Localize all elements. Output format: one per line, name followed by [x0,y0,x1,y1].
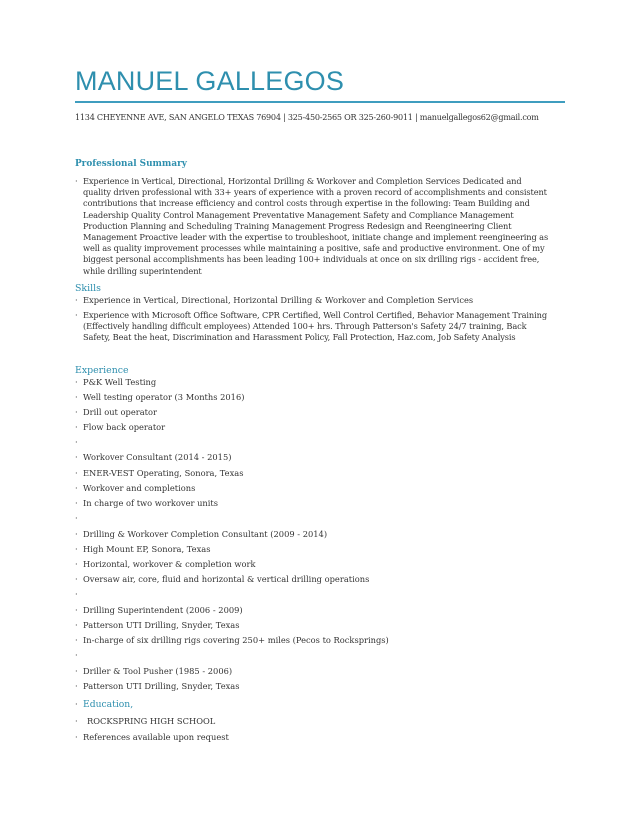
bullet-dot: · [75,377,78,387]
experience-text: In-charge of six drilling rigs covering 250+ miles (Pecos to Rocksprings) [83,635,389,645]
bullet-dot: · [75,422,78,432]
bullet-dot: · [75,295,78,305]
bullet-dot: · [75,605,78,615]
experience-item [75,498,218,509]
experience-text: ENER-VEST Operating, Sonora, Texas [83,468,244,478]
school-name: ROCKSPRING HIGH SCHOOL [87,716,216,726]
applicant-name: MANUEL GALLEGOS [75,66,345,96]
experience-text: Drilling & Workover Completion Consultant (2009 - 2014) [83,529,328,539]
experience-text: Workover Consultant (2014 - 2015) [83,452,232,462]
education-heading: Education, [83,699,134,710]
bullet-dot: · [75,559,78,569]
experience-text: Horizontal, workover & completion work [83,559,256,569]
skill-item [75,310,551,344]
experience-item [75,574,369,585]
header-divider [75,101,565,103]
references-text: References available upon request [83,732,229,742]
bullet-dot: · [75,699,78,709]
education-item [75,716,215,727]
experience-item [75,666,232,677]
bullet-dot: · [75,650,78,660]
experience-text: Oversaw air, core, fluid and horizontal & vertical drilling operations [83,574,370,584]
experience-text: Well testing operator (3 Months 2016) [83,392,245,402]
bullet-dot: · [75,681,78,691]
bullet-dot: · [75,310,78,320]
experience-item [75,468,243,479]
bullet-dot: · [75,513,78,523]
education-heading-item [75,699,133,710]
skill-text: Experience with Microsoft Office Software, CPR Certified, Well Control Certified, Behavior Management Training (Effectively handling difficult employees) Attended 100+ hrs. Through Patterson's Safety 24/7 training, Back Safety, Beat the heat, Discrimination and Harassment Policy, Fall Protection, Haz.com, Job Safety Analysis [83,310,548,343]
experience-text: Drilling Superintendent (2006 - 2009) [83,605,243,615]
experience-text: Driller & Tool Pusher (1985 - 2006) [83,666,233,676]
experience-item [75,407,157,418]
experience-text: Patterson UTI Drilling, Snyder, Texas [83,681,240,691]
bullet-dot: · [75,437,78,447]
bullet-dot: · [75,176,78,186]
bullet-dot: · [75,468,78,478]
experience-text: High Mount EP, Sonora, Texas [83,544,211,554]
skills-heading: Skills [75,283,101,294]
bullet-dot: · [75,620,78,630]
bullet-dot: · [75,452,78,462]
bullet-dot: · [75,732,78,742]
experience-text: Drill out operator [83,407,157,417]
bullet-dot: · [75,716,78,726]
bullet-dot: · [75,392,78,402]
experience-item [75,544,210,555]
experience-item [75,483,195,494]
experience-text: P&K Well Testing [83,377,157,387]
experience-item [75,377,156,388]
experience-item [75,620,240,631]
experience-text: Flow back operator [83,422,166,432]
experience-item [75,392,244,403]
experience-item [75,559,256,570]
summary-item [75,176,551,277]
bullet-dot: · [75,407,78,417]
experience-item [75,635,389,646]
bullet-dot: · [75,589,78,599]
experience-item [75,529,327,540]
references-item [75,732,229,743]
contact-line: 1134 CHEYENNE AVE, SAN ANGELO TEXAS 76904 | 325-450-2565 OR 325-260-9011 | manuelgallegos62@gmail.com [75,112,539,122]
skill-text: Experience in Vertical, Directional, Horizontal Drilling & Workover and Completion Services [83,295,474,305]
bullet-dot: · [75,529,78,539]
experience-item [75,422,165,433]
skill-item [75,295,473,306]
bullet-dot: · [75,574,78,584]
experience-heading: Experience [75,365,129,376]
experience-text: In charge of two workover units [83,498,219,508]
experience-item [75,681,240,692]
bullet-dot: · [75,544,78,554]
experience-item [75,452,231,463]
experience-item [75,605,243,616]
experience-text: Workover and completions [83,483,196,493]
bullet-dot: · [75,635,78,645]
bullet-dot: · [75,666,78,676]
experience-text: Patterson UTI Drilling, Snyder, Texas [83,620,240,630]
bullet-dot: · [75,483,78,493]
summary-text: Experience in Vertical, Directional, Horizontal Drilling & Workover and Completion Services Dedicated and quality driven professional with 33+ years of experience with a proven record of accomplishments and consistent contributions that increase efficiency and control costs through expertise in the following: Team Building and Leadership Quality Control Management Preventative Management Safety and Compliance Management Production Planning and Scheduling Training Management Progress Redesign and Reengineering Client Management Proactive leader with the expertise to troubleshoot, initiate change and implement reengineering as well as quality improvement processes while maintaining a positive, safe and productive environment. One of my biggest personal accomplishments has been leading 100+ individuals at once on six drilling rigs - accident free, while drilling superintendent [83,176,549,276]
bullet-dot: · [75,498,78,508]
summary-heading: Professional Summary [75,159,187,169]
